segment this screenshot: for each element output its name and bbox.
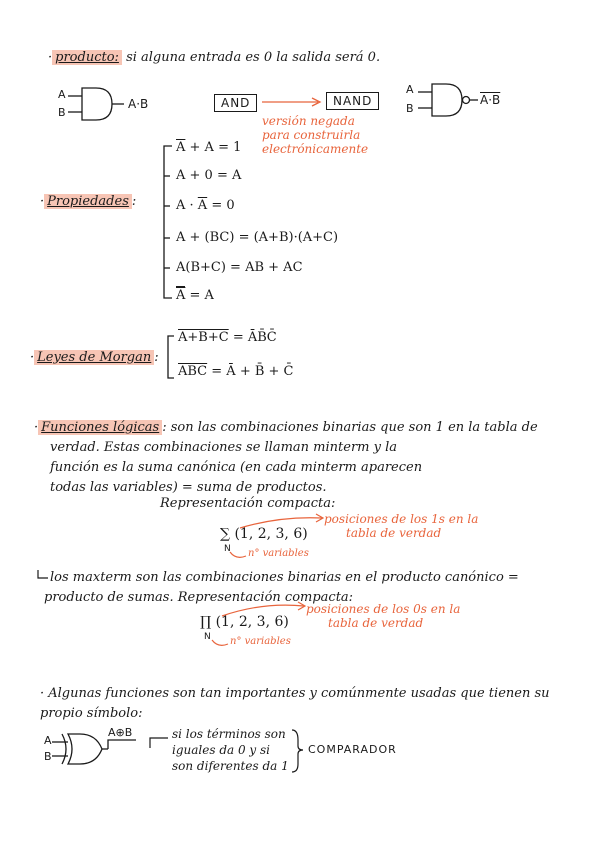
producto-line: · producto: si alguna entrada es 0 la salida será 0. (48, 50, 381, 65)
and-box: AND (214, 94, 257, 112)
xor-output: A⊕B (108, 726, 133, 739)
morgan-heading: · Leyes de Morgan : (30, 350, 159, 365)
comparador-label: COMPARADOR (308, 743, 397, 756)
sum-expression: ∑ (1, 2, 3, 6) (220, 526, 308, 542)
nand-input-a: A (406, 83, 414, 96)
morgan-brace (168, 336, 174, 378)
nand-note-line-2: para construirla (262, 128, 361, 142)
nand-note-line-1: versión negada (262, 114, 355, 128)
maxterm-hook (38, 570, 48, 578)
propiedades-colon: : (131, 194, 137, 209)
nand-gate-symbol (418, 84, 478, 116)
morgan-law-1-lhs: A+B+C (178, 330, 229, 345)
producto-label: producto: (52, 50, 122, 65)
prop-5: A(B+C) = AB + AC (176, 260, 303, 275)
and-gate-symbol (68, 88, 124, 120)
and-to-nand-arrow (262, 98, 320, 106)
prod-expression: ∏ (1, 2, 3, 6) (200, 614, 289, 630)
prop-2: A + 0 = A (176, 168, 242, 183)
funciones-line-3: función es la suma canónica (en cada minterm aparecen (50, 460, 423, 475)
sum-note (324, 512, 478, 540)
funciones-line-2: verdad. Estas combinaciones se llaman minterm y la (50, 440, 398, 455)
propiedades-heading: · Propiedades : (40, 194, 137, 209)
sum-subscript: N (224, 544, 231, 554)
sum-note-line-2: tabla de verdad (346, 526, 442, 540)
and-input-a: A (58, 88, 66, 101)
rep-compacta-1: Representación compacta: (160, 496, 336, 511)
nand-input-b: B (406, 102, 414, 115)
sum-nvars: n° variables (248, 548, 309, 559)
funciones-line-4: todas las variables) = suma de productos. (50, 480, 327, 495)
morgan-law-2 (178, 364, 294, 379)
sum-note-line-1: posiciones de los 1s en la (324, 512, 479, 526)
simbolo-line-2: propio símbolo: (40, 706, 143, 721)
xor-description (172, 726, 289, 774)
prop-3: $A \cdot \overline{A} = 0$ (176, 198, 235, 213)
nand-output: A·B (480, 93, 501, 107)
nand-box: NAND (326, 92, 379, 110)
nand-note-line-3: electrónicamente (262, 142, 369, 156)
morgan-colon: : (154, 350, 159, 365)
morgan-label: Leyes de Morgan (34, 350, 154, 365)
nand-note (262, 114, 368, 156)
prod-note (306, 602, 460, 630)
xor-input-a: A (44, 734, 52, 747)
morgan-law-2-rhs: = Ā + B̄ + C̄ (211, 364, 294, 379)
simbolo-block (40, 684, 550, 724)
prop-4: A + (BC) = (A+B)·(A+C) (176, 230, 339, 245)
funciones-line-1: : son las combinaciones binarias que son 1 en la tabla de (162, 420, 538, 435)
and-output: A·B (128, 97, 149, 111)
morgan-law-1 (178, 330, 277, 345)
funciones-block: · Funciones lógicas : son las combinaciones binarias que son 1 en la tabla de (34, 420, 538, 435)
xor-input-b: B (44, 750, 52, 763)
and-input-b: B (58, 106, 66, 119)
prop-1: $\overline{A} + A = 1$ (176, 140, 242, 155)
propiedades-brace (164, 146, 172, 298)
prod-note-line-2: tabla de verdad (328, 616, 424, 630)
prod-nvars: n° variables (230, 636, 291, 647)
maxterm-line-1: los maxterm son las combinaciones binarias en el producto canónico = (50, 570, 519, 585)
prop-6: $\overline{A} = A$ (176, 288, 214, 303)
prod-note-line-1: posiciones de los 0s en la (306, 602, 461, 616)
prod-subscript: N (204, 632, 211, 642)
funciones-body (50, 438, 422, 498)
xor-desc-line-2: iguales da 0 y si (172, 743, 271, 757)
morgan-law-2-lhs: $\overline{ABC}$ (178, 364, 208, 379)
xor-desc-line-3: son diferentes da 1 (172, 759, 289, 773)
propiedades-label: Propiedades (44, 194, 132, 209)
maxterm-line-2: producto de sumas. Representación compacta: (44, 590, 354, 605)
morgan-law-1-rhs: = ĀB̄C̄ (232, 330, 277, 345)
producto-text: si alguna entrada es 0 la salida será 0. (126, 50, 381, 65)
simbolo-line-1: · Algunas funciones son tan importantes y comúnmente usadas que tienen su (40, 686, 550, 701)
funciones-label: Funciones lógicas (38, 420, 162, 435)
xor-desc-line-1: si los términos son (172, 727, 286, 741)
